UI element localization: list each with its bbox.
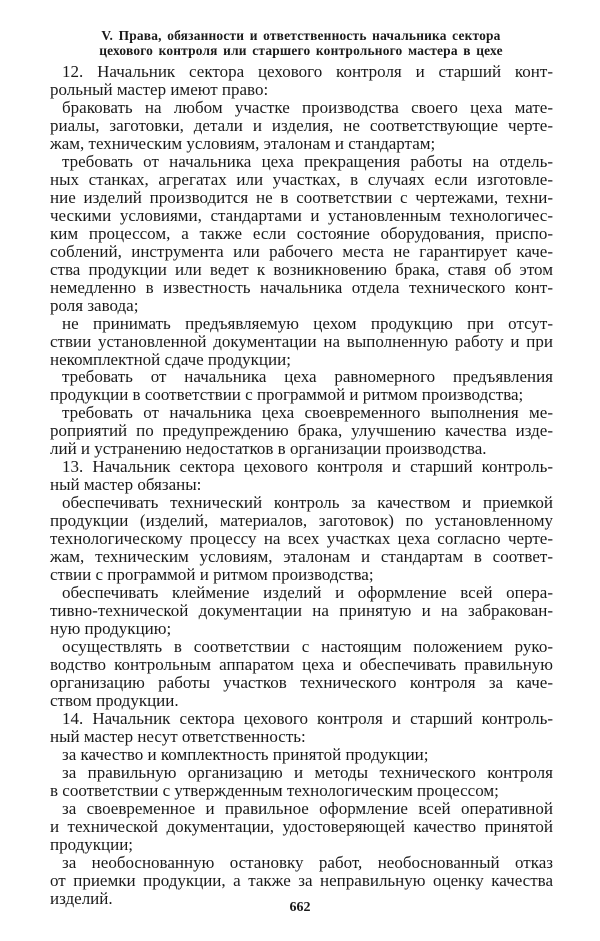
text-line: за необоснованную остановку работ, необоснованный отказ: [62, 852, 553, 872]
text-line: соблений, инструмента или рабочего места не гарантирует каче-: [50, 241, 553, 261]
text-line: за правильную организацию и методы технического контроля: [62, 762, 553, 782]
text-line: 13. Начальник сектора цехового контроля и старший контроль-: [62, 457, 553, 477]
text-line: и технической документации, удостоверяющей качество принятой: [50, 816, 553, 836]
text-line: жам, техническим условиям, эталонам и стандартам;: [50, 133, 436, 153]
text-line: рольный мастер имеют право:: [50, 79, 269, 99]
text-line: ствии с программой и ритмом производства;: [50, 565, 374, 585]
text-line: ние изделий производится не в соответствии с чертежами, техни-: [50, 187, 553, 207]
paragraph: [50, 99, 553, 153]
paragraph: [50, 710, 553, 746]
text-line: за качество и комплектность принятой продукции;: [62, 744, 429, 764]
section-heading-line: цехового контроля или старшего контрольного мастера в цехе: [99, 43, 503, 58]
paragraph: [50, 800, 553, 854]
text-line: ных станках, агрегатах или участках, в случаях если изготовле-: [50, 169, 553, 189]
text-line: ный мастер обязаны:: [50, 475, 202, 495]
text-line: роприятий по предупреждению брака, улучшению качества изде-: [50, 421, 553, 441]
text-line: роля завода;: [50, 295, 139, 315]
text-line: ствии установленной документации на выполненную работу и при: [50, 331, 553, 351]
paragraph: [50, 584, 553, 638]
paragraph: [50, 63, 553, 99]
text-line: требовать от начальника цеха своевременного выполнения ме-: [62, 403, 553, 423]
text-line: риалы, заготовки, детали и изделия, не соответствующие черте-: [50, 115, 553, 135]
text-line: обеспечивать клеймение изделий и оформление всей опера-: [62, 583, 553, 603]
text-line: продукции в соответствии с программой и ритмом производства;: [50, 385, 524, 405]
text-line: 12. Начальник сектора цехового контроля и старший конт-: [62, 62, 553, 81]
text-line: ческими условиями, стандартами и установленным технологичес-: [50, 205, 553, 225]
text-line: изделий.: [50, 888, 113, 908]
paragraph: [50, 494, 553, 584]
text-line: ную продукцию;: [50, 619, 172, 639]
text-line: ством продукции.: [50, 690, 179, 710]
text-line: лий и устранению недостатков в организации производства.: [50, 439, 487, 459]
text-line: от приемки продукции, а также за неправильную оценку качества: [50, 870, 553, 890]
text-line: браковать на любом участке производства своего цеха мате-: [62, 97, 553, 117]
text-line: ный мастер несут ответственность:: [50, 726, 306, 746]
text-line: немедленно в известность начальника отдела технического конт-: [50, 277, 553, 297]
text-line: продукции;: [50, 834, 134, 854]
section-heading-line: V. Права, обязанности и ответственность начальника сектора: [101, 28, 501, 43]
paragraph: [50, 746, 553, 764]
paragraph: [50, 638, 553, 710]
text-line: технологическому процессу на всех участках цеха согласно черте-: [50, 529, 553, 549]
text-line: требовать от начальника цеха равномерного предъявления: [62, 367, 553, 387]
text-line: ким процессом, а также если состояние оборудования, приспо-: [50, 223, 553, 243]
page-number: 662: [289, 900, 311, 915]
text-line: водство контрольным аппаратом цеха и обеспечивать правильную: [50, 654, 553, 674]
paragraph: [50, 764, 553, 800]
paragraph: [50, 404, 553, 458]
text-line: ства продукции или ведет к возникновению брака, ставя об этом: [50, 259, 553, 279]
paragraph: [50, 153, 553, 315]
text-line: за своевременное и правильное оформление всей оперативной: [62, 798, 553, 818]
paragraph: [50, 315, 553, 369]
paragraph: [50, 458, 553, 494]
document-body: [50, 63, 553, 908]
text-line: продукции (изделий, материалов, заготовок) по установленному: [50, 511, 553, 531]
text-line: некомплектной сдаче продукции;: [50, 349, 291, 369]
section-heading: [50, 28, 552, 58]
text-line: осуществлять в соответствии с настоящим положением руко-: [62, 637, 553, 656]
text-line: обеспечивать технический контроль за качеством и приемкой: [62, 493, 553, 513]
text-line: в соответствии с утвержденным технологическим процессом;: [50, 780, 499, 800]
text-line: не принимать предъявляемую цехом продукцию при отсут-: [62, 313, 553, 333]
text-line: организацию работы участков технического контроля за каче-: [50, 672, 553, 692]
text-line: требовать от начальника цеха прекращения работы на отдель-: [62, 151, 553, 171]
text-line: 14. Начальник сектора цехового контроля и старший контроль-: [62, 708, 553, 728]
text-line: жам, техническим условиям, эталонам и стандартам в соответ-: [50, 547, 553, 567]
paragraph: [50, 368, 553, 404]
text-line: тивно-технической документации на принятую и на забракован-: [50, 601, 553, 621]
